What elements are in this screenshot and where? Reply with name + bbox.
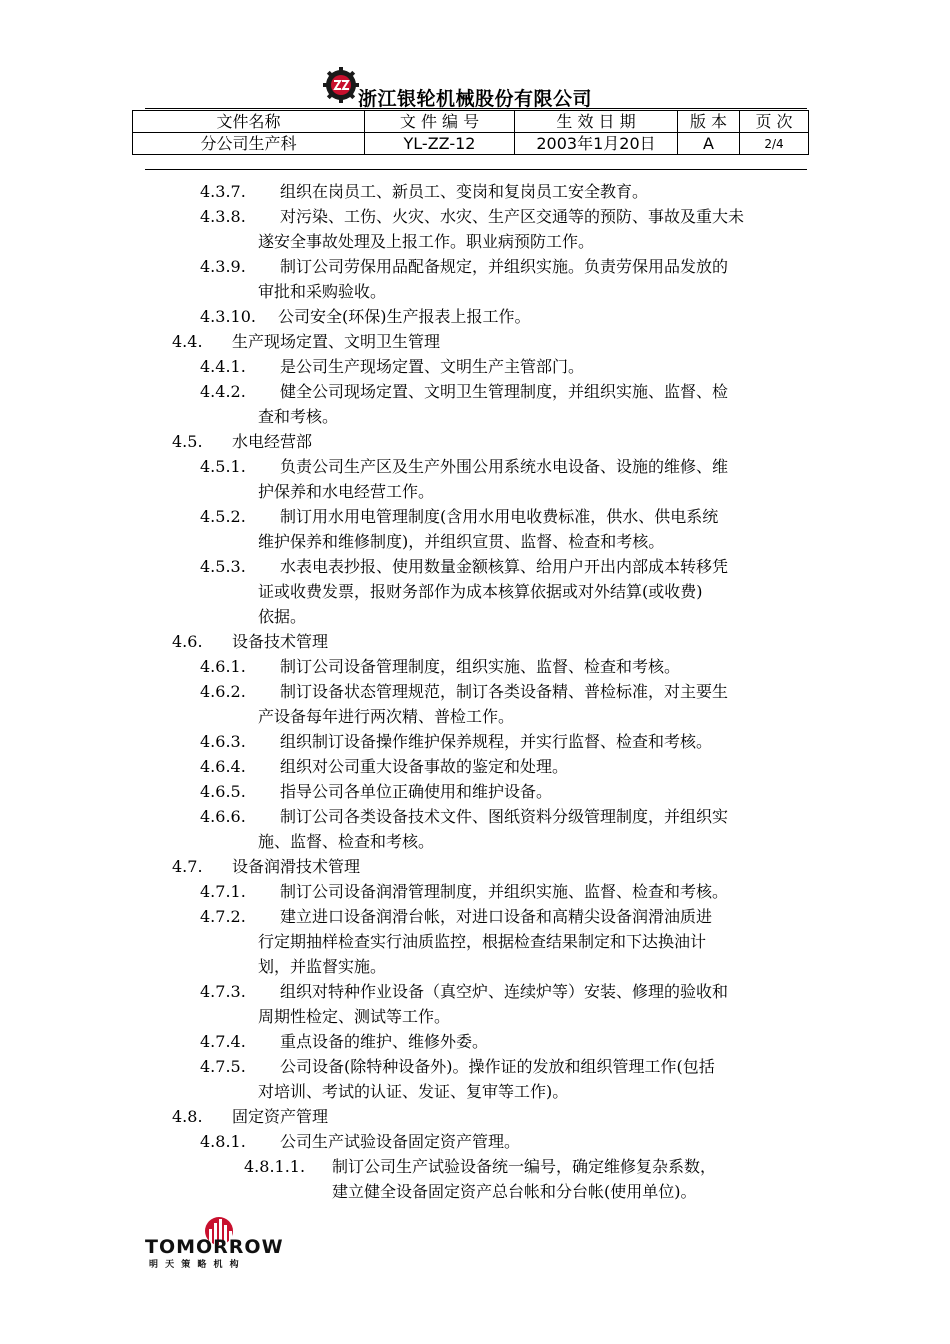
list-item (0, 304, 950, 329)
company-logo-icon (323, 67, 359, 103)
item-number: 4.6.4. (200, 757, 246, 776)
header-rule (145, 108, 807, 109)
item-number: 4.8.1. (200, 1132, 246, 1151)
value-page: 2/4 (740, 133, 809, 155)
item-text: 固定资产管理 (232, 1107, 329, 1126)
item-text: 建立进口设备润滑台帐，对进口设备和高精尖设备润滑油质进 (280, 907, 713, 926)
item-text: 水表电表抄报、使用数量金额核算、给用户开出内部成本转移凭 (280, 557, 729, 576)
list-item (0, 1129, 950, 1154)
item-number: 4.6.2. (200, 682, 246, 701)
value-file-number: YL-ZZ-12 (365, 133, 515, 155)
item-number: 4.4.1. (200, 357, 246, 376)
item-number: 4.8. (172, 1107, 203, 1126)
list-item (0, 1004, 950, 1029)
item-text: 公司设备(除特种设备外)。操作证的发放和组织管理工作(包括 (280, 1057, 715, 1076)
list-item (0, 1079, 950, 1104)
header-bottom-rule (145, 169, 807, 170)
list-item (0, 379, 950, 404)
item-number: 4.6.1. (200, 657, 246, 676)
item-number: 4.7.2. (200, 907, 246, 926)
item-text: 健全公司现场定置、文明卫生管理制度，并组织实施、监督、检 (280, 382, 729, 401)
item-text: 制订公司各类设备技术文件、图纸资料分级管理制度，并组织实 (280, 807, 729, 826)
logo-subtext: 明 天 策 略 机 构 (149, 1260, 241, 1269)
item-text: 维护保养和维修制度)，并组织宣贯、监督、检查和考核。 (258, 532, 665, 551)
list-item (0, 754, 950, 779)
item-number: 4.8.1.1. (244, 1157, 306, 1176)
item-text: 水电经营部 (232, 432, 313, 451)
list-item (0, 229, 950, 254)
item-text: 制订公司设备管理制度，组织实施、监督、检查和考核。 (280, 657, 681, 676)
item-text: 遂安全事故处理及上报工作。职业病预防工作。 (258, 232, 595, 251)
list-item (0, 679, 950, 704)
list-item (0, 804, 950, 829)
item-text: 查和考核。 (258, 407, 339, 426)
item-number: 4.3.9. (200, 257, 246, 276)
item-text: 对培训、考试的认证、发证、复审等工作)。 (258, 1082, 569, 1101)
item-number: 4.5.2. (200, 507, 246, 526)
item-number: 4.6. (172, 632, 203, 651)
list-item (0, 1104, 950, 1129)
item-number: 4.4. (172, 332, 203, 351)
item-text: 制订设备状态管理规范，制订各类设备精、普检标准，对主要生 (280, 682, 729, 701)
item-number: 4.3.7. (200, 182, 246, 201)
list-item (0, 829, 950, 854)
list-item (0, 504, 950, 529)
item-text: 审批和采购验收。 (258, 282, 387, 301)
item-text: 产设备每年进行两次精、普检工作。 (258, 707, 515, 726)
value-version: A (678, 133, 740, 155)
document-info-table (132, 110, 809, 155)
item-number: 4.7.5. (200, 1057, 246, 1076)
list-item (0, 529, 950, 554)
table-row (133, 111, 809, 133)
item-number: 4.7.4. (200, 1032, 246, 1051)
item-text: 施、监督、检查和考核。 (258, 832, 435, 851)
list-item (0, 279, 950, 304)
item-text: 设备润滑技术管理 (232, 857, 361, 876)
item-number: 4.3.10. (200, 307, 256, 326)
list-item (0, 879, 950, 904)
item-text: 组织对特种作业设备（真空炉、连续炉等）安装、修理的验收和 (280, 982, 729, 1001)
item-text: 制订公司设备润滑管理制度，并组织实施、监督、检查和考核。 (280, 882, 729, 901)
item-number: 4.5. (172, 432, 203, 451)
item-text: 组织对公司重大设备事故的鉴定和处理。 (280, 757, 569, 776)
item-number: 4.7.1. (200, 882, 246, 901)
item-text: 周期性检定、测试等工作。 (258, 1007, 451, 1026)
item-text: 生产现场定置、文明卫生管理 (232, 332, 441, 351)
list-item (0, 704, 950, 729)
item-number: 4.6.3. (200, 732, 246, 751)
item-number: 4.6.5. (200, 782, 246, 801)
item-text: 依据。 (258, 607, 307, 626)
list-item (0, 179, 950, 204)
label-version: 版 本 (678, 111, 740, 133)
item-text: 组织在岗员工、新员工、变岗和复岗员工安全教育。 (280, 182, 649, 201)
item-text: 组织制订设备操作维护保养规程，并实行监督、检查和考核。 (280, 732, 713, 751)
list-item (0, 1179, 950, 1204)
item-text: 证或收费发票，报财务部作为成本核算依据或对外结算(或收费) (258, 582, 703, 601)
label-effective-date: 生 效 日 期 (515, 111, 678, 133)
list-item (0, 779, 950, 804)
list-item (0, 854, 950, 879)
list-item (0, 1054, 950, 1079)
item-number: 4.3.8. (200, 207, 246, 226)
list-item (0, 204, 950, 229)
list-item (0, 554, 950, 579)
item-number: 4.7. (172, 857, 203, 876)
item-text: 制订公司劳保用品配备规定，并组织实施。负责劳保用品发放的 (280, 257, 729, 276)
list-item (0, 954, 950, 979)
item-text: 公司安全(环保)生产报表上报工作。 (278, 307, 531, 326)
item-text: 对污染、工伤、火灾、水灾、生产区交通等的预防、事故及重大未 (280, 207, 745, 226)
item-text: 重点设备的维护、维修外委。 (280, 1032, 489, 1051)
item-number: 4.6.6. (200, 807, 246, 826)
list-item (0, 254, 950, 279)
list-item (0, 479, 950, 504)
item-text: 指导公司各单位正确使用和维护设备。 (280, 782, 553, 801)
item-text: 护保养和水电经营工作。 (258, 482, 435, 501)
item-text: 制订用水用电管理制度(含用水用电收费标准，供水、供电系统 (280, 507, 719, 526)
item-text: 行定期抽样检查实行油质监控，根据检查结果制定和下达换油计 (258, 932, 707, 951)
item-number: 4.4.2. (200, 382, 246, 401)
item-text: 设备技术管理 (232, 632, 329, 651)
item-number: 4.5.1. (200, 457, 246, 476)
list-item (0, 354, 950, 379)
list-item (0, 904, 950, 929)
list-item (0, 404, 950, 429)
list-item (0, 454, 950, 479)
item-number: 4.7.3. (200, 982, 246, 1001)
value-file-name: 分公司生产科 (133, 133, 365, 155)
item-text: 建立健全设备固定资产总台帐和分台帐(使用单位)。 (332, 1182, 697, 1201)
table-row (133, 133, 809, 155)
list-item (0, 329, 950, 354)
list-item (0, 604, 950, 629)
list-item (0, 579, 950, 604)
label-file-name: 文件名称 (133, 111, 365, 133)
list-item (0, 654, 950, 679)
item-text: 负责公司生产区及生产外围公用系统水电设备、设施的维修、维 (280, 457, 729, 476)
list-item (0, 729, 950, 754)
company-name: 浙江银轮机械股份有限公司 (358, 88, 593, 110)
list-item (0, 629, 950, 654)
item-text: 是公司生产现场定置、文明生产主管部门。 (280, 357, 585, 376)
list-item (0, 1154, 950, 1179)
logo-text: TOMORROW (145, 1236, 284, 1258)
list-item (0, 929, 950, 954)
list-item (0, 1029, 950, 1054)
item-text: 公司生产试验设备固定资产管理。 (280, 1132, 521, 1151)
label-page: 页 次 (740, 111, 809, 133)
tomorrow-logo (143, 1213, 303, 1269)
item-number: 4.5.3. (200, 557, 246, 576)
list-item (0, 979, 950, 1004)
list-item (0, 429, 950, 454)
item-text: 制订公司生产试验设备统一编号，确定维修复杂系数， (332, 1157, 717, 1176)
item-text: 划，并监督实施。 (258, 957, 387, 976)
label-file-number: 文 件 编 号 (365, 111, 515, 133)
value-effective-date: 2003年1月20日 (515, 133, 678, 155)
